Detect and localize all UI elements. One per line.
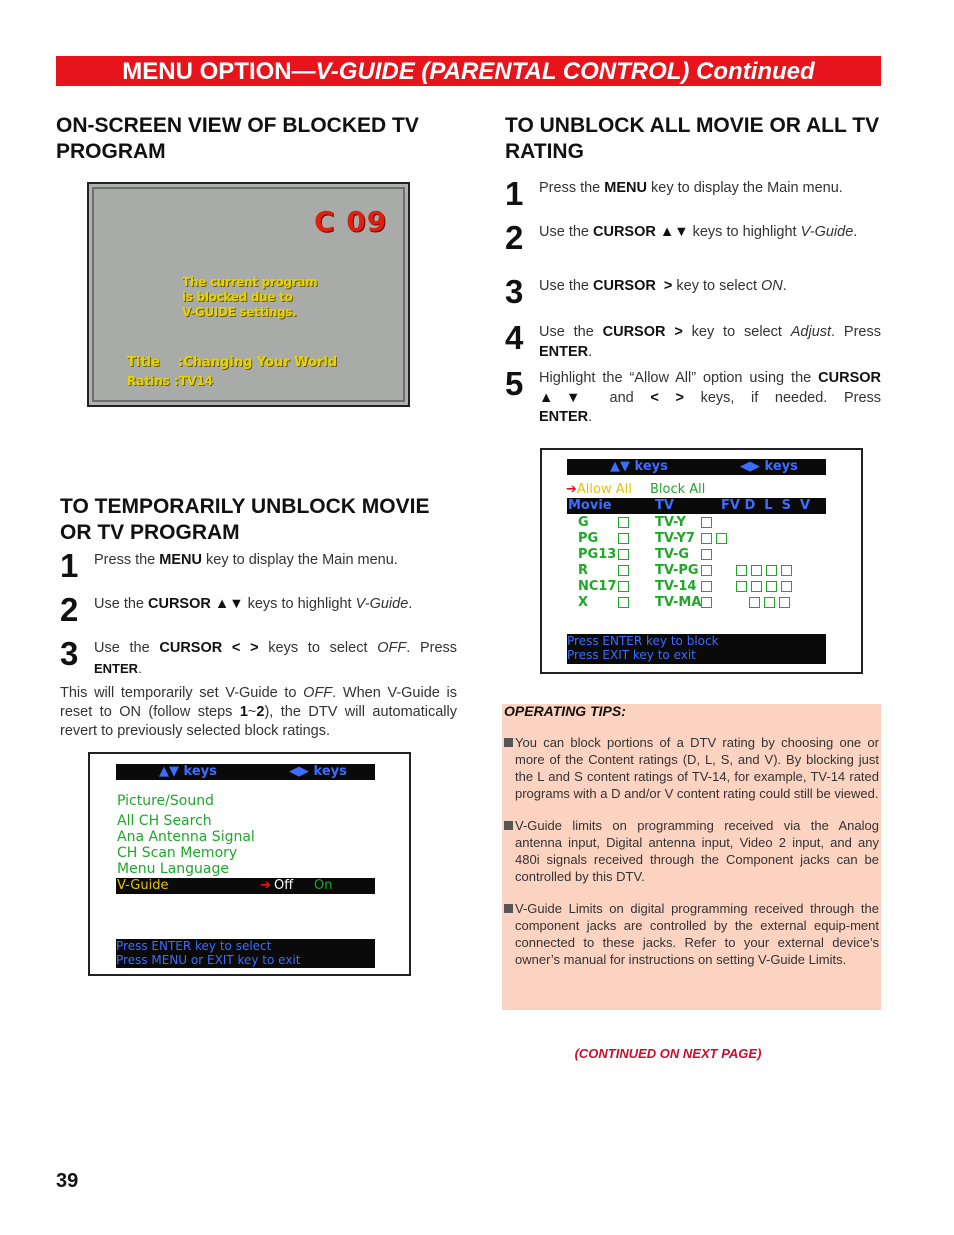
- checkbox[interactable]: [618, 565, 629, 576]
- menu-keys-bar: [116, 764, 375, 780]
- temp-step-1: 1 Press the MENU key to display the Main menu.: [60, 547, 398, 584]
- checkbox[interactable]: [749, 597, 760, 608]
- checkbox[interactable]: [701, 597, 712, 608]
- step-number: 2: [505, 219, 524, 256]
- blocked-msg-line: is blocked due to: [182, 290, 293, 304]
- step-number: 1: [60, 547, 79, 584]
- rating-hint: Press EXIT key to exit: [567, 648, 696, 662]
- step-number: 2: [60, 591, 79, 628]
- tv-ratings: TV-Y TV-Y7 TV-G TV-PG TV-14 TV-MA: [655, 515, 794, 611]
- bullet-square-icon: [504, 738, 513, 747]
- checkbox[interactable]: [779, 597, 790, 608]
- updown-keys-label: ▲▼ keys: [159, 764, 217, 779]
- bullet-square-icon: [504, 904, 513, 913]
- unblock-all-heading: TO UNBLOCK ALL MOVIE OR ALL TV RATING: [505, 114, 880, 163]
- tip-item: V-Guide Limits on digital programming received through the component jacks are controlled by the external equip-ment connected to these jacks. Refer to your external device’s owner’s manual for instructions on setting V-Guide Limits.: [504, 900, 879, 968]
- menu-item: CH Scan Memory: [117, 845, 238, 861]
- leftright-keys-label: ◀▶ keys: [740, 459, 798, 474]
- tips-title: OPERATING TIPS:: [504, 703, 626, 719]
- step-number: 4: [505, 319, 524, 356]
- checkbox[interactable]: [618, 533, 629, 544]
- checkbox[interactable]: [716, 533, 727, 544]
- step-number: 3: [60, 635, 79, 672]
- blocked-heading: ON-SCREEN VIEW OF BLOCKED TV PROGRAM: [56, 114, 419, 163]
- page-banner: [56, 56, 881, 86]
- checkbox[interactable]: [701, 517, 712, 528]
- rating-columns-bar: [567, 498, 826, 514]
- pointer-arrow-icon: ➔: [566, 482, 577, 497]
- menu-item: Ana Antenna Signal: [117, 829, 255, 845]
- menu-hint-bar: [116, 939, 375, 968]
- banner-prefix: MENU OPTION—: [122, 58, 316, 85]
- menu-item: All CH Search: [117, 813, 212, 829]
- vguide-off: Off: [274, 878, 294, 893]
- checkbox[interactable]: [751, 565, 762, 576]
- rating-screen: [540, 448, 863, 674]
- menu-item-vguide: [116, 878, 375, 894]
- program-title: Title :Changing Your World: [127, 355, 338, 370]
- rating-hint-bar: [567, 634, 826, 664]
- menu-hint: Press MENU or EXIT key to exit: [116, 953, 301, 967]
- checkbox[interactable]: [766, 565, 777, 576]
- temp-step-3: 3 Use the CURSOR < > keys to select OFF. Press ENTER.: [60, 635, 458, 676]
- checkbox[interactable]: [736, 581, 747, 592]
- col-movie: Movie: [568, 498, 612, 513]
- checkbox[interactable]: [618, 549, 629, 560]
- step-number: 3: [505, 273, 524, 310]
- vguide-label: V-Guide: [117, 878, 169, 893]
- allow-all-option: Allow All: [576, 482, 632, 497]
- menu-items: [117, 793, 255, 877]
- bullet-square-icon: [504, 821, 513, 830]
- step-1: 1 Press the MENU key to display the Main menu.: [505, 175, 843, 212]
- checkbox[interactable]: [701, 565, 712, 576]
- step-5: 5 Highlight the “Allow All” option using the CURSOR ▲▼ and < > keys, if needed. Press ENTER.: [505, 365, 882, 425]
- program-rating: Ratins :TV14: [127, 374, 214, 388]
- step-number: 5: [505, 365, 524, 402]
- blocked-message: [182, 275, 317, 320]
- leftright-keys-label: ◀▶ keys: [289, 764, 347, 779]
- operating-tips: [502, 704, 881, 1010]
- block-all-option: Block All: [650, 482, 706, 497]
- tip-item: V-Guide limits on programming received via the Analog antenna input, Digital antenna input, Video 2 input, and any 480i signals received through the Component jacks can be controlled by this DTV.: [504, 817, 879, 885]
- checkbox[interactable]: [618, 581, 629, 592]
- checkbox[interactable]: [736, 565, 747, 576]
- menu-hint: Press ENTER key to select: [116, 939, 272, 953]
- banner-italic: V-GUIDE (PARENTAL CONTROL) Continued: [315, 58, 815, 85]
- checkbox[interactable]: [781, 581, 792, 592]
- temp-unblock-heading: TO TEMPORARILY UNBLOCK MOVIE OR TV PROGRAM: [60, 495, 430, 544]
- checkbox[interactable]: [701, 549, 712, 560]
- checkbox[interactable]: [618, 517, 629, 528]
- menu-item: Picture/Sound: [117, 793, 214, 809]
- allow-all-row: [566, 482, 705, 498]
- channel-number: C 09: [314, 205, 388, 238]
- updown-keys-label: ▲▼ keys: [610, 459, 668, 474]
- step-4: 4 Use the CURSOR > key to select Adjust. Press ENTER.: [505, 319, 881, 360]
- vguide-on: On: [314, 878, 333, 893]
- continued-note: (CONTINUED ON NEXT PAGE): [574, 1046, 762, 1061]
- step-3: 3 Use the CURSOR > key to select ON.: [505, 273, 787, 310]
- pointer-arrow-icon: ➔: [260, 878, 271, 893]
- movie-ratings: G PG PG13 R NC17 X: [578, 515, 631, 611]
- checkbox[interactable]: [781, 565, 792, 576]
- col-tv: TV: [655, 498, 674, 513]
- step-number: 1: [505, 175, 524, 212]
- checkbox[interactable]: [766, 581, 777, 592]
- blocked-msg-line: The current program: [182, 275, 318, 289]
- blocked-screen: [87, 182, 410, 407]
- col-content: FV D L S V: [721, 498, 811, 513]
- checkbox[interactable]: [751, 581, 762, 592]
- tip-item: You can block portions of a DTV rating by choosing one or more of the Content ratings (D, L, S, and V). By blocking just the L and S content ratings of TV-14, for example, TV-14 rated programs with a D and/or V content rating could still be viewed.: [504, 734, 879, 802]
- step-2: 2 Use the CURSOR ▲▼ keys to highlight V-Guide.: [505, 219, 858, 256]
- temp-paragraph: This will temporarily set V-Guide to OFF. When V-Guide is reset to ON (follow steps 1~2), the DTV will automatically revert to previously selected block ratings.: [60, 685, 457, 739]
- checkbox[interactable]: [764, 597, 775, 608]
- rating-hint: Press ENTER key to block: [567, 634, 719, 648]
- rating-keys-bar: [567, 459, 826, 475]
- page-number: 39: [56, 1170, 79, 1192]
- checkbox[interactable]: [618, 597, 629, 608]
- checkbox[interactable]: [701, 581, 712, 592]
- temp-step-2: 2 Use the CURSOR ▲▼ keys to highlight V-Guide.: [60, 591, 413, 628]
- blocked-msg-line: V-GUIDE settings.: [182, 305, 297, 319]
- checkbox[interactable]: [701, 533, 712, 544]
- menu-item: Menu Language: [117, 861, 229, 877]
- main-menu-screen: [88, 752, 411, 976]
